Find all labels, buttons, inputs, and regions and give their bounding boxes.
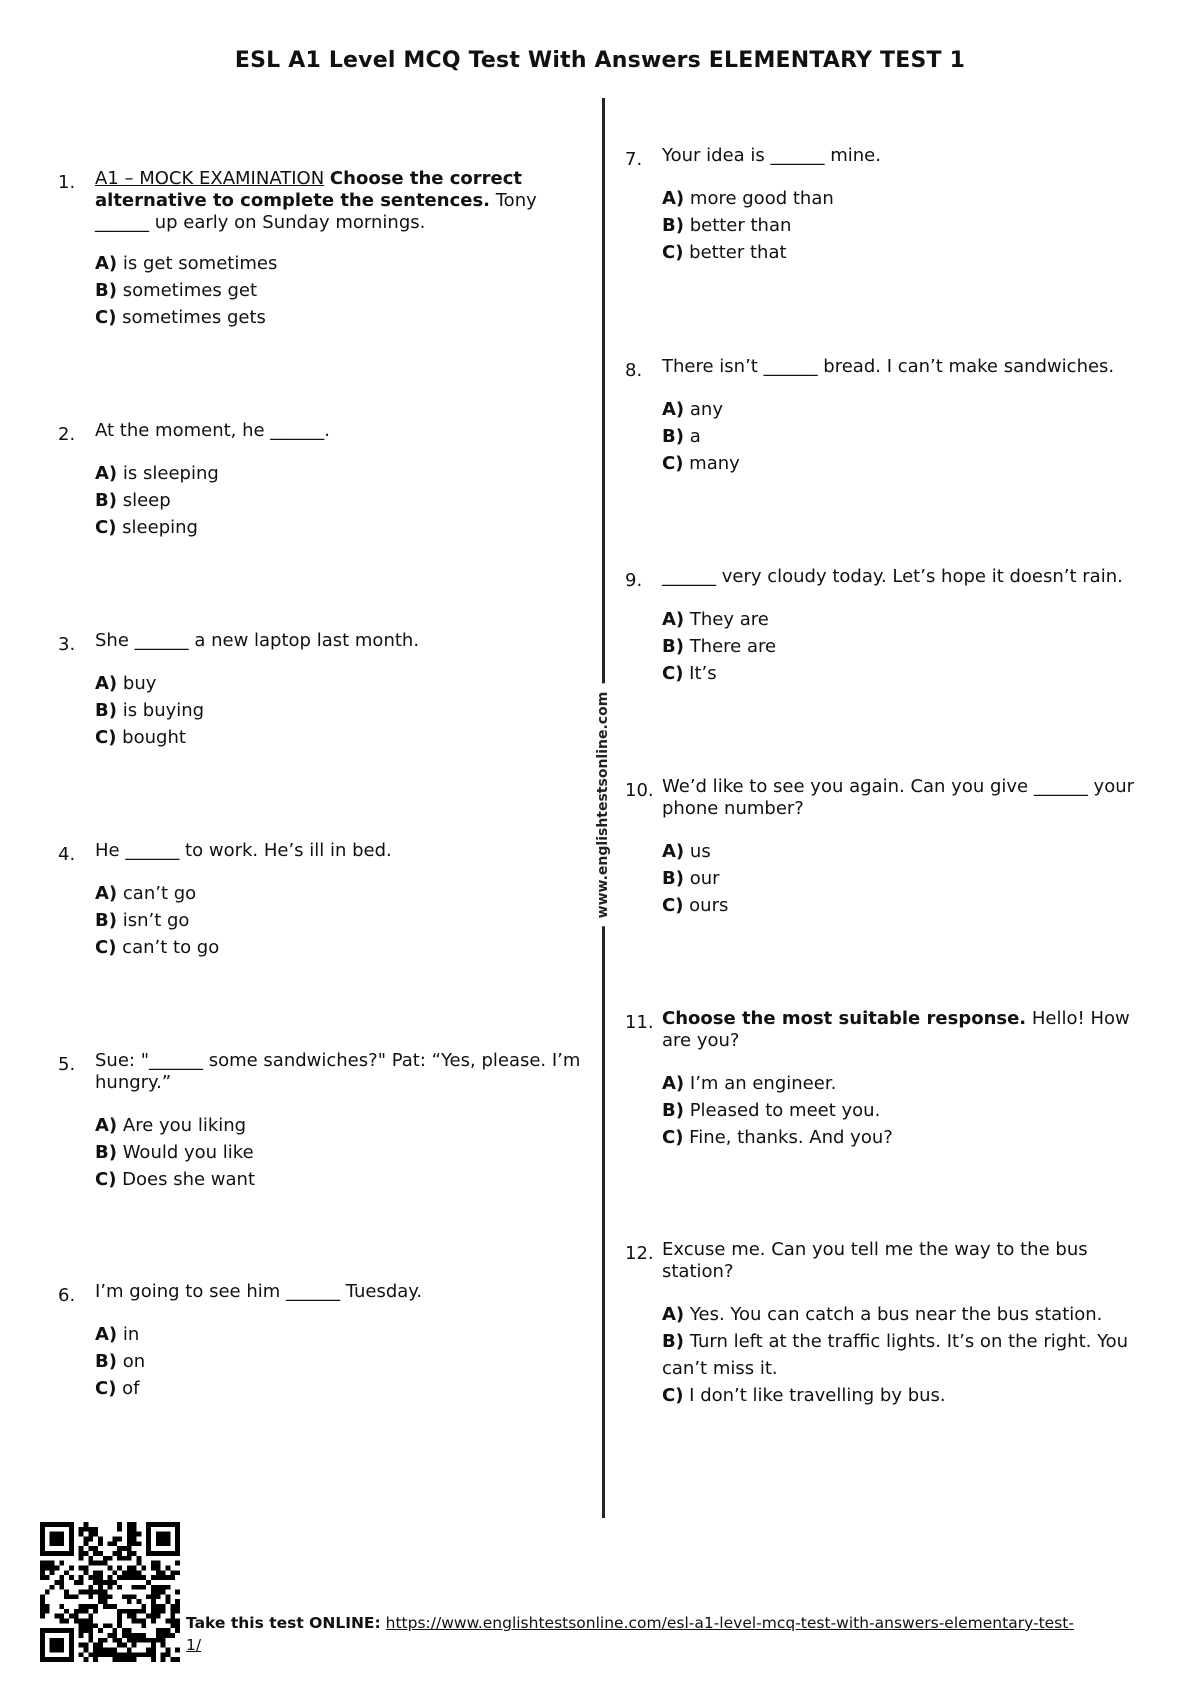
question-number: 4. (58, 844, 76, 865)
question-number: 8. (625, 360, 643, 381)
question-6 (58, 1281, 588, 1401)
options (95, 670, 588, 751)
option-b[interactable]: B) sometimes get (95, 280, 258, 301)
option-c[interactable]: C) bought (95, 727, 186, 748)
option-b[interactable]: B) Would you like (95, 1142, 254, 1163)
option-b[interactable]: B) Pleased to meet you. (662, 1100, 881, 1121)
instruction: Choose the most suitable response. (662, 1008, 1027, 1029)
question-4 (58, 840, 588, 960)
question-number: 7. (625, 149, 643, 170)
option-a[interactable]: A) more good than (662, 188, 834, 209)
instruction: Choose the correct alternative to complete the sentences. (95, 168, 523, 211)
options (662, 838, 1150, 919)
option-a[interactable]: A) can’t go (95, 883, 197, 904)
option-c[interactable]: C) can’t to go (95, 937, 220, 958)
option-b[interactable]: B) our (662, 868, 720, 889)
option-a[interactable]: A) any (662, 399, 723, 420)
footer (186, 1612, 1086, 1656)
option-b[interactable]: B) is buying (95, 700, 205, 721)
option-c[interactable]: C) ours (662, 895, 729, 916)
question-text: Sue: "______ some sandwiches?" Pat: “Yes, please. I’m hungry.” (95, 1050, 581, 1093)
options (662, 1070, 1150, 1151)
question-8 (625, 356, 1145, 476)
question-3 (58, 630, 588, 750)
option-c[interactable]: C) better that (662, 242, 787, 263)
question-text: I’m going to see him ______ Tuesday. (95, 1281, 423, 1302)
options (662, 396, 1145, 477)
option-b[interactable]: B) a (662, 426, 701, 447)
qr-code-icon[interactable] (40, 1522, 180, 1662)
option-a[interactable]: A) Are you liking (95, 1115, 247, 1136)
question-5 (58, 1050, 596, 1190)
question-text: At the moment, he ______. (95, 420, 331, 441)
question-number: 12. (625, 1243, 654, 1264)
option-b[interactable]: B) better than (662, 215, 792, 236)
question-sentence: Hello! How are you? (662, 1008, 1130, 1051)
question-text: ______ very cloudy today. Let’s hope it doesn’t rain. (662, 566, 1123, 587)
question-7 (625, 145, 1145, 265)
option-a[interactable]: A) They are (662, 609, 769, 630)
option-a[interactable]: A) in (95, 1324, 140, 1345)
question-number: 9. (625, 570, 643, 591)
question-number: 6. (58, 1285, 76, 1306)
option-a[interactable]: A) I’m an engineer. (662, 1073, 837, 1094)
question-10 (625, 776, 1150, 916)
options (95, 250, 588, 331)
question-text: She ______ a new laptop last month. (95, 630, 420, 651)
question-2 (58, 420, 588, 540)
options (95, 1321, 588, 1402)
option-a[interactable]: A) Yes. You can catch a bus near the bus station. (662, 1304, 1103, 1325)
question-11 (625, 1008, 1150, 1148)
question-text: We’d like to see you again. Can you give ______ your phone number? (662, 776, 1135, 819)
option-c[interactable]: C) sleeping (95, 517, 198, 538)
question-sentence: Tony ______ up early on Sunday mornings. (95, 190, 537, 233)
question-12 (625, 1239, 1150, 1419)
option-b[interactable]: B) There are (662, 636, 777, 657)
question-9 (625, 566, 1145, 686)
option-b[interactable]: B) sleep (95, 490, 171, 511)
option-c[interactable]: C) many (662, 453, 740, 474)
test-online-link[interactable]: https://www.englishtestsonline.com/esl-a1-level-mcq-test-with-answers-elementary-test-1/ (186, 1614, 1074, 1654)
watermark: www.englishtestsonline.com (595, 684, 611, 927)
option-c[interactable]: C) I don’t like travelling by bus. (662, 1385, 946, 1406)
options (95, 880, 588, 961)
page-title: ESL A1 Level MCQ Test With Answers ELEMENTARY TEST 1 (234, 48, 966, 73)
option-c[interactable]: C) Fine, thanks. And you? (662, 1127, 893, 1148)
question-text: Excuse me. Can you tell me the way to the bus station? (662, 1239, 1088, 1282)
options (95, 460, 588, 541)
option-a[interactable]: A) buy (95, 673, 157, 694)
question-text (662, 1008, 1150, 1052)
question-number: 10. (625, 780, 654, 801)
question-text: He ______ to work. He’s ill in bed. (95, 840, 392, 861)
options (662, 185, 1145, 266)
option-c[interactable]: C) sometimes gets (95, 307, 266, 328)
option-a[interactable]: A) us (662, 841, 711, 862)
exam-prefix: A1 – MOCK EXAMINATION (95, 168, 325, 189)
question-number: 1. (58, 172, 76, 193)
question-number: 2. (58, 424, 76, 445)
question-text: There isn’t ______ bread. I can’t make sandwiches. (662, 356, 1115, 377)
footer-label: Take this test ONLINE: (186, 1614, 381, 1632)
option-a[interactable]: A) is sleeping (95, 463, 219, 484)
option-c[interactable]: C) Does she want (95, 1169, 256, 1190)
options (95, 1112, 596, 1193)
options (662, 1301, 1150, 1409)
question-1 (58, 168, 588, 328)
option-c[interactable]: C) of (95, 1378, 140, 1399)
option-b[interactable]: B) Turn left at the traffic lights. It’s on the right. You can’t miss it. (662, 1331, 1129, 1379)
option-a[interactable]: A) is get sometimes (95, 253, 278, 274)
option-b[interactable]: B) on (95, 1351, 146, 1372)
options (662, 606, 1145, 687)
question-number: 5. (58, 1054, 76, 1075)
option-b[interactable]: B) isn’t go (95, 910, 190, 931)
option-c[interactable]: C) It’s (662, 663, 717, 684)
question-text: Your idea is ______ mine. (662, 145, 881, 166)
question-number: 11. (625, 1012, 654, 1033)
question-text (95, 168, 588, 234)
question-number: 3. (58, 634, 76, 655)
